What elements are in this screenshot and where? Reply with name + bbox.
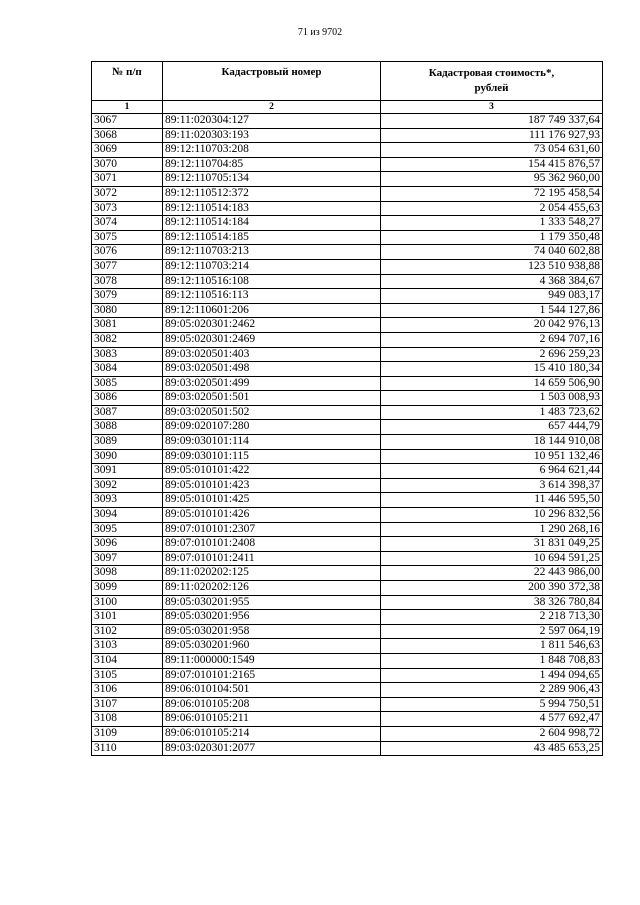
table-row xyxy=(92,478,603,493)
cadastral-value-cell: 2 218 713,30 xyxy=(381,610,603,625)
cadastral-value-cell: 200 390 372,38 xyxy=(381,581,603,596)
table-row xyxy=(92,683,603,698)
cadastral-number-cell: 89:03:020301:2077 xyxy=(163,741,381,756)
row-number-cell: 3069 xyxy=(92,143,163,158)
row-number-cell: 3083 xyxy=(92,347,163,362)
table-row xyxy=(92,581,603,596)
cadastral-number-cell: 89:03:020501:499 xyxy=(163,376,381,391)
cadastral-number-cell: 89:11:020202:126 xyxy=(163,581,381,596)
table-row xyxy=(92,201,603,216)
row-number-cell: 3071 xyxy=(92,172,163,187)
table-body xyxy=(92,114,603,756)
cadastral-number-cell: 89:12:110703:208 xyxy=(163,143,381,158)
header-value-line1: Кадастровая стоимость*, xyxy=(428,67,555,79)
row-number-cell: 3084 xyxy=(92,362,163,377)
cadastral-number-cell: 89:05:020301:2462 xyxy=(163,318,381,333)
table-row xyxy=(92,697,603,712)
row-number-cell: 3082 xyxy=(92,332,163,347)
cadastral-value-cell: 74 040 602,88 xyxy=(381,245,603,260)
cadastral-value-cell: 2 597 064,19 xyxy=(381,624,603,639)
cadastral-number-cell: 89:07:010101:2165 xyxy=(163,668,381,683)
table-row xyxy=(92,639,603,654)
cadastral-value-cell: 4 368 384,67 xyxy=(381,274,603,289)
cadastral-value-cell: 5 994 750,51 xyxy=(381,697,603,712)
cadastral-number-cell: 89:09:030101:114 xyxy=(163,435,381,450)
row-number-cell: 3072 xyxy=(92,186,163,201)
cadastral-number-cell: 89:03:020501:403 xyxy=(163,347,381,362)
cadastral-number-cell: 89:06:010105:211 xyxy=(163,712,381,727)
cadastral-value-cell: 22 443 986,00 xyxy=(381,566,603,581)
header-value-line2: рублей xyxy=(474,82,509,94)
cadastral-number-cell: 89:11:020202:125 xyxy=(163,566,381,581)
cadastral-number-cell: 89:07:010101:2411 xyxy=(163,551,381,566)
header-cadastral-value xyxy=(381,62,603,101)
row-number-cell: 3081 xyxy=(92,318,163,333)
table-row xyxy=(92,405,603,420)
table-row xyxy=(92,216,603,231)
row-number-cell: 3105 xyxy=(92,668,163,683)
cadastral-number-cell: 89:05:030201:958 xyxy=(163,624,381,639)
cadastral-value-cell: 949 083,17 xyxy=(381,289,603,304)
table-row xyxy=(92,653,603,668)
row-number-cell: 3068 xyxy=(92,128,163,143)
cadastral-value-table xyxy=(91,61,603,756)
row-number-cell: 3104 xyxy=(92,653,163,668)
row-number-cell: 3103 xyxy=(92,639,163,654)
cadastral-number-cell: 89:12:110703:214 xyxy=(163,259,381,274)
cadastral-number-cell: 89:09:020107:280 xyxy=(163,420,381,435)
cadastral-number-cell: 89:12:110512:372 xyxy=(163,186,381,201)
cadastral-value-cell: 2 289 906,43 xyxy=(381,683,603,698)
row-number-cell: 3073 xyxy=(92,201,163,216)
row-number-cell: 3106 xyxy=(92,683,163,698)
table-row xyxy=(92,259,603,274)
column-number-row xyxy=(92,101,603,114)
table-row xyxy=(92,347,603,362)
cadastral-number-cell: 89:03:020501:501 xyxy=(163,391,381,406)
table-row xyxy=(92,566,603,581)
row-number-cell: 3097 xyxy=(92,551,163,566)
cadastral-number-cell: 89:05:030201:955 xyxy=(163,595,381,610)
cadastral-value-cell: 123 510 938,88 xyxy=(381,259,603,274)
column-number: 2 xyxy=(163,101,381,114)
row-number-cell: 3091 xyxy=(92,464,163,479)
table-row xyxy=(92,274,603,289)
cadastral-value-cell: 14 659 506,90 xyxy=(381,376,603,391)
cadastral-value-cell: 2 604 998,72 xyxy=(381,726,603,741)
cadastral-number-cell: 89:06:010105:208 xyxy=(163,697,381,712)
cadastral-number-cell: 89:07:010101:2307 xyxy=(163,522,381,537)
cadastral-number-cell: 89:12:110704:85 xyxy=(163,157,381,172)
table-row xyxy=(92,537,603,552)
row-number-cell: 3076 xyxy=(92,245,163,260)
cadastral-value-cell: 10 296 832,56 xyxy=(381,508,603,523)
row-number-cell: 3078 xyxy=(92,274,163,289)
cadastral-value-cell: 10 951 132,46 xyxy=(381,449,603,464)
row-number-cell: 3107 xyxy=(92,697,163,712)
table-row xyxy=(92,128,603,143)
cadastral-value-cell: 15 410 180,34 xyxy=(381,362,603,377)
cadastral-value-cell: 1 494 094,65 xyxy=(381,668,603,683)
cadastral-value-cell: 18 144 910,08 xyxy=(381,435,603,450)
header-cadastral-number: Кадастровый номер xyxy=(163,62,381,101)
table-row xyxy=(92,508,603,523)
table-row xyxy=(92,712,603,727)
cadastral-value-cell: 2 696 259,23 xyxy=(381,347,603,362)
cadastral-number-cell: 89:12:110601:206 xyxy=(163,303,381,318)
table-row xyxy=(92,114,603,129)
table-row xyxy=(92,551,603,566)
column-number: 1 xyxy=(92,101,163,114)
row-number-cell: 3079 xyxy=(92,289,163,304)
cadastral-value-cell: 43 485 653,25 xyxy=(381,741,603,756)
cadastral-number-cell: 89:07:010101:2408 xyxy=(163,537,381,552)
row-number-cell: 3096 xyxy=(92,537,163,552)
table-row xyxy=(92,362,603,377)
cadastral-value-cell: 73 054 631,60 xyxy=(381,143,603,158)
cadastral-value-cell: 72 195 458,54 xyxy=(381,186,603,201)
cadastral-number-cell: 89:05:020301:2469 xyxy=(163,332,381,347)
table-row xyxy=(92,230,603,245)
cadastral-number-cell: 89:12:110703:213 xyxy=(163,245,381,260)
table-row xyxy=(92,449,603,464)
table-row xyxy=(92,668,603,683)
cadastral-value-cell: 111 176 927,93 xyxy=(381,128,603,143)
row-number-cell: 3108 xyxy=(92,712,163,727)
cadastral-value-cell: 4 577 692,47 xyxy=(381,712,603,727)
cadastral-number-cell: 89:12:110514:183 xyxy=(163,201,381,216)
row-number-cell: 3095 xyxy=(92,522,163,537)
row-number-cell: 3074 xyxy=(92,216,163,231)
table-row xyxy=(92,376,603,391)
cadastral-value-cell: 1 848 708,83 xyxy=(381,653,603,668)
cadastral-value-cell: 1 179 350,48 xyxy=(381,230,603,245)
row-number-cell: 3077 xyxy=(92,259,163,274)
cadastral-value-cell: 1 290 268,16 xyxy=(381,522,603,537)
cadastral-number-cell: 89:06:010105:214 xyxy=(163,726,381,741)
table-row xyxy=(92,726,603,741)
table-row xyxy=(92,464,603,479)
cadastral-number-cell: 89:06:010104:501 xyxy=(163,683,381,698)
row-number-cell: 3080 xyxy=(92,303,163,318)
table-row xyxy=(92,157,603,172)
cadastral-value-cell: 20 042 976,13 xyxy=(381,318,603,333)
row-number-cell: 3075 xyxy=(92,230,163,245)
row-number-cell: 3093 xyxy=(92,493,163,508)
table-row xyxy=(92,186,603,201)
row-number-cell: 3087 xyxy=(92,405,163,420)
column-number: 3 xyxy=(381,101,603,114)
table-row xyxy=(92,741,603,756)
row-number-cell: 3090 xyxy=(92,449,163,464)
table-row xyxy=(92,522,603,537)
cadastral-value-cell: 2 054 455,63 xyxy=(381,201,603,216)
row-number-cell: 3094 xyxy=(92,508,163,523)
table-row xyxy=(92,332,603,347)
cadastral-number-cell: 89:05:030201:960 xyxy=(163,639,381,654)
cadastral-value-cell: 95 362 960,00 xyxy=(381,172,603,187)
table-row xyxy=(92,624,603,639)
table-header-row xyxy=(92,62,603,101)
cadastral-value-cell: 187 749 337,64 xyxy=(381,114,603,129)
cadastral-value-cell: 1 503 008,93 xyxy=(381,391,603,406)
cadastral-number-cell: 89:12:110516:113 xyxy=(163,289,381,304)
cadastral-number-cell: 89:03:020501:502 xyxy=(163,405,381,420)
cadastral-value-cell: 1 544 127,86 xyxy=(381,303,603,318)
cadastral-value-cell: 154 415 876,57 xyxy=(381,157,603,172)
cadastral-value-cell: 38 326 780,84 xyxy=(381,595,603,610)
table-row xyxy=(92,172,603,187)
row-number-cell: 3101 xyxy=(92,610,163,625)
row-number-cell: 3067 xyxy=(92,114,163,129)
cadastral-value-cell: 31 831 049,25 xyxy=(381,537,603,552)
table-row xyxy=(92,245,603,260)
table-row xyxy=(92,391,603,406)
table-row xyxy=(92,595,603,610)
cadastral-number-cell: 89:12:110705:134 xyxy=(163,172,381,187)
cadastral-number-cell: 89:11:020304:127 xyxy=(163,114,381,129)
cadastral-number-cell: 89:11:020303:193 xyxy=(163,128,381,143)
table-row xyxy=(92,303,603,318)
table-row xyxy=(92,318,603,333)
cadastral-number-cell: 89:11:000000:1549 xyxy=(163,653,381,668)
row-number-cell: 3099 xyxy=(92,581,163,596)
cadastral-number-cell: 89:12:110516:108 xyxy=(163,274,381,289)
row-number-cell: 3102 xyxy=(92,624,163,639)
table-row xyxy=(92,143,603,158)
row-number-cell: 3100 xyxy=(92,595,163,610)
row-number-cell: 3109 xyxy=(92,726,163,741)
cadastral-value-cell: 1 483 723,62 xyxy=(381,405,603,420)
row-number-cell: 3110 xyxy=(92,741,163,756)
row-number-cell: 3092 xyxy=(92,478,163,493)
cadastral-number-cell: 89:12:110514:185 xyxy=(163,230,381,245)
cadastral-number-cell: 89:05:030201:956 xyxy=(163,610,381,625)
table-row xyxy=(92,420,603,435)
cadastral-value-cell: 2 694 707,16 xyxy=(381,332,603,347)
table-row xyxy=(92,610,603,625)
table-row xyxy=(92,289,603,304)
cadastral-number-cell: 89:12:110514:184 xyxy=(163,216,381,231)
row-number-cell: 3089 xyxy=(92,435,163,450)
table-row xyxy=(92,493,603,508)
cadastral-value-cell: 3 614 398,37 xyxy=(381,478,603,493)
cadastral-number-cell: 89:05:010101:422 xyxy=(163,464,381,479)
table-row xyxy=(92,435,603,450)
cadastral-value-cell: 10 694 591,25 xyxy=(381,551,603,566)
cadastral-number-cell: 89:05:010101:425 xyxy=(163,493,381,508)
cadastral-value-cell: 657 444,79 xyxy=(381,420,603,435)
header-row-number: № п/п xyxy=(92,62,163,101)
page-number-header: 71 из 9702 xyxy=(297,27,343,38)
cadastral-number-cell: 89:05:010101:426 xyxy=(163,508,381,523)
cadastral-number-cell: 89:05:010101:423 xyxy=(163,478,381,493)
row-number-cell: 3088 xyxy=(92,420,163,435)
cadastral-value-cell: 11 446 595,50 xyxy=(381,493,603,508)
cadastral-value-cell: 1 333 548,27 xyxy=(381,216,603,231)
row-number-cell: 3098 xyxy=(92,566,163,581)
cadastral-value-cell: 1 811 546,63 xyxy=(381,639,603,654)
row-number-cell: 3070 xyxy=(92,157,163,172)
row-number-cell: 3085 xyxy=(92,376,163,391)
row-number-cell: 3086 xyxy=(92,391,163,406)
cadastral-number-cell: 89:03:020501:498 xyxy=(163,362,381,377)
cadastral-value-cell: 6 964 621,44 xyxy=(381,464,603,479)
cadastral-number-cell: 89:09:030101:115 xyxy=(163,449,381,464)
